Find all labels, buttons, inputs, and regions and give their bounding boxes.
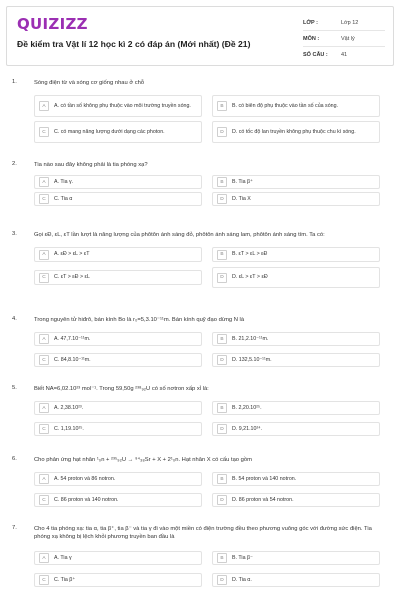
question-text: Biết NA=6,02.10²³ mol⁻¹. Trong 59,50g ²³⁸₉₂U có số nơtron xấp xỉ là: <box>34 386 209 392</box>
question-number: 5. <box>12 385 17 391</box>
option-b[interactable] <box>212 95 380 117</box>
option-b[interactable] <box>212 247 380 262</box>
question-text: Sóng điện từ và sóng cơ giống nhau ở chỗ <box>34 80 145 86</box>
option-b[interactable] <box>212 401 380 415</box>
option-letter: D <box>217 194 227 204</box>
option-letter: C <box>39 194 49 204</box>
option-letter: A <box>39 101 49 111</box>
option-c[interactable] <box>34 422 202 436</box>
meta-row-class <box>303 15 385 31</box>
question-text: Gọi εĐ, εL, εT lần lượt là năng lượng của phôtôn ánh sáng đỏ, phôtôn ánh sáng lam, phôtôn ánh sáng tím. Ta có: <box>34 232 325 238</box>
option-letter: C <box>39 495 49 505</box>
option-letter: A <box>39 553 49 563</box>
option-a[interactable] <box>34 332 202 346</box>
question-number: 2. <box>12 161 17 167</box>
option-letter: D <box>217 355 227 365</box>
option-text: B. 2,20.10²⁵. <box>232 404 262 411</box>
option-text: C. 84,8.10⁻¹¹m. <box>54 356 91 363</box>
option-a[interactable] <box>34 175 202 189</box>
question-number: 7. <box>12 525 17 531</box>
option-letter: C <box>39 575 49 585</box>
option-c[interactable] <box>34 573 202 587</box>
option-text: C. có mang năng lượng dưới dạng các photon. <box>54 128 165 135</box>
option-letter: B <box>217 553 227 563</box>
quizizz-logo: QUIZIZZ <box>17 15 88 33</box>
question-number: 3. <box>12 231 17 237</box>
option-text: A. 47,7.10⁻¹¹m. <box>54 335 91 342</box>
meta-row-subject <box>303 31 385 47</box>
option-letter: C <box>39 273 49 283</box>
page-title: Đề kiểm tra Vật lí 12 học kì 2 có đáp án (Mới nhất) (Đề 21) <box>17 39 251 49</box>
option-text: C. Tia α <box>54 195 73 202</box>
option-text: B. Tia β⁻ <box>232 554 253 561</box>
option-c[interactable] <box>34 270 202 285</box>
question-text: Tia nào sau đây không phải là tia phóng xạ? <box>34 162 148 168</box>
meta-value: 41 <box>341 51 348 58</box>
option-text: A. εĐ > εL > εT <box>54 251 90 257</box>
option-d[interactable] <box>212 192 380 206</box>
meta-row-question-count <box>303 47 385 62</box>
option-letter: B <box>217 101 227 111</box>
meta-value: Vật lý <box>341 35 355 42</box>
option-d[interactable] <box>212 267 380 288</box>
option-text: D. có tốc độ lan truyền không phụ thuộc chu kì sóng. <box>232 128 356 135</box>
option-text: D. Tia α. <box>232 576 252 583</box>
option-letter: A <box>39 474 49 484</box>
option-letter: C <box>39 127 49 137</box>
option-letter: B <box>217 474 227 484</box>
option-letter: D <box>217 127 227 137</box>
option-text: D. Tia X <box>232 195 251 202</box>
option-letter: B <box>217 177 227 187</box>
option-letter: D <box>217 495 227 505</box>
option-text: B. 21,2.10⁻¹¹m. <box>232 335 269 342</box>
option-b[interactable] <box>212 551 380 565</box>
option-text: D. 9,21.10²⁴. <box>232 425 262 432</box>
option-text: A. có tần số không phụ thuộc vào môi trường truyền sóng. <box>54 102 191 109</box>
option-letter: D <box>217 424 227 434</box>
question-number: 1. <box>12 79 17 85</box>
option-text: C. 86 proton và 140 notron. <box>54 496 119 503</box>
question-number: 4. <box>12 316 17 322</box>
option-a[interactable] <box>34 551 202 565</box>
option-c[interactable] <box>34 192 202 206</box>
option-text: B. 54 proton và 140 notron. <box>232 475 297 482</box>
option-letter: B <box>217 403 227 413</box>
question-number: 6. <box>12 456 17 462</box>
option-text: A. 2,38.10²³. <box>54 404 84 411</box>
option-text: A. Tia γ. <box>54 178 74 185</box>
option-letter: A <box>39 403 49 413</box>
option-letter: A <box>39 250 49 260</box>
question-text: Cho phản ứng hạt nhân ¹₀n + ²³⁵₉₂U → ⁹⁴₃₈Sr + X + 2¹₀n. Hạt nhân X có cấu tạo gồm <box>34 457 252 463</box>
option-d[interactable] <box>212 353 380 367</box>
option-letter: C <box>39 355 49 365</box>
meta-label: SỐ CÂU : <box>303 51 328 58</box>
option-d[interactable] <box>212 493 380 507</box>
quiz-header <box>6 6 394 66</box>
option-letter: D <box>217 273 227 283</box>
option-d[interactable] <box>212 422 380 436</box>
option-text: A. 54 proton và 86 notron. <box>54 475 116 482</box>
option-text: D. 132,5.10⁻¹¹m. <box>232 356 272 363</box>
option-letter: C <box>39 424 49 434</box>
option-b[interactable] <box>212 472 380 486</box>
option-letter: A <box>39 334 49 344</box>
option-text: D. 86 proton và 54 notron. <box>232 496 294 503</box>
meta-label: MÔN : <box>303 35 320 42</box>
option-text: A. Tia γ <box>54 554 72 561</box>
option-c[interactable] <box>34 121 202 143</box>
option-text: C. εT > εĐ > εL <box>54 274 90 280</box>
option-text: B. Tia β⁺ <box>232 178 253 185</box>
option-a[interactable] <box>34 247 202 262</box>
option-c[interactable] <box>34 493 202 507</box>
option-c[interactable] <box>34 353 202 367</box>
option-d[interactable] <box>212 121 380 143</box>
option-text: C. Tia β⁺ <box>54 576 76 583</box>
option-letter: B <box>217 334 227 344</box>
question-text: Trong nguyên tử hiđrô, bán kính Bo là r₀=5,3.10⁻¹¹m. Bán kính quỹ đạo dừng N là <box>34 317 245 323</box>
meta-label: LỚP : <box>303 19 318 26</box>
option-text: B. có biên độ phụ thuộc vào tần số của sóng. <box>232 102 339 109</box>
question-text: Cho 4 tia phóng xạ: tia α, tia β⁺, tia β⁻ và tia γ đi vào một miền có điện trường đều theo phương vuông góc với đường sức điện. Tia phóng xạ không bị lệch khỏi phương truyền ban đầu là <box>34 526 372 540</box>
option-text: D. εL > εT > εĐ <box>232 274 268 280</box>
option-text: C. 1,19.10²⁵. <box>54 425 84 432</box>
option-a[interactable] <box>34 401 202 415</box>
option-letter: D <box>217 575 227 585</box>
meta-value: Lớp 12 <box>341 19 359 26</box>
option-b[interactable] <box>212 332 380 346</box>
option-d[interactable] <box>212 573 380 587</box>
option-letter: B <box>217 250 227 260</box>
option-a[interactable] <box>34 472 202 486</box>
option-text: B. εT > εL > εĐ <box>232 251 268 257</box>
option-a[interactable] <box>34 95 202 117</box>
quiz-meta-table <box>303 15 385 62</box>
option-b[interactable] <box>212 175 380 189</box>
option-letter: A <box>39 177 49 187</box>
